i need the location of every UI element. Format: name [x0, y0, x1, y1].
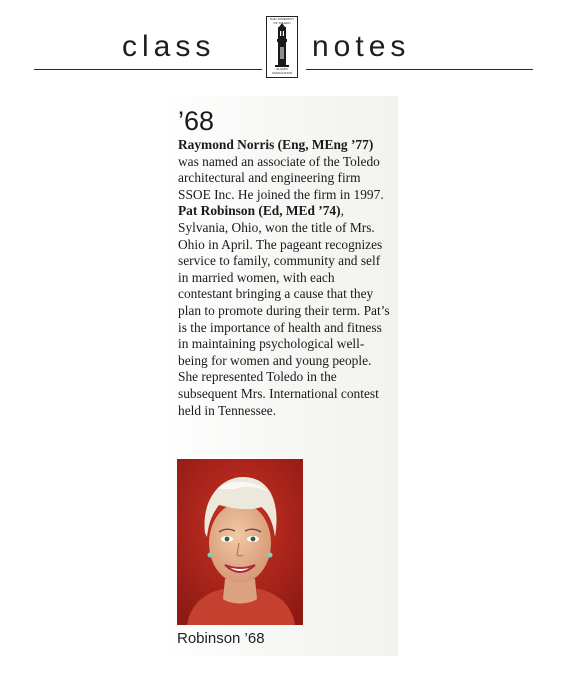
logo-bottom-text: ALUMNI ASSOCIATION [271, 67, 293, 75]
portrait-illustration [177, 459, 303, 625]
note-text: , Sylvania, Ohio, won the title of Mrs. Ohio in April. The pageant recognizes service to family, community and self in married women, with each contestant bringing a cause that they plan to promote during their term. Pat’s is the importance of health and fitness in maintaining psychological well-being for women and young people. She represented Toledo in the subsequent Mrs. International contest held in Tennessee. [178, 203, 390, 418]
alumnus-name: Pat Robinson (Ed, MEd ’74) [178, 203, 341, 219]
header-class-word: class [122, 30, 216, 63]
class-note-entry [178, 203, 390, 419]
header-rule-left [34, 69, 262, 70]
photo-caption: Robinson ’68 [177, 630, 265, 647]
class-year-heading: ’68 [178, 106, 215, 136]
class-note-body [178, 137, 390, 419]
header-rule-right [306, 69, 533, 70]
portrait-photo [177, 459, 303, 625]
page-header [0, 0, 566, 90]
alumnus-name: Raymond Norris (Eng, MEng ’77) [178, 137, 374, 152]
alumni-logo [266, 16, 298, 78]
logo-top-text: THE UNIVERSITY OF TOLEDO [269, 17, 295, 25]
class-note-entry [178, 137, 390, 203]
note-text: was named an associate of the Toledo architectural and engineering firm SSOE Inc. He joined the firm in 1997. [178, 153, 384, 202]
header-notes-word: notes [312, 30, 411, 63]
